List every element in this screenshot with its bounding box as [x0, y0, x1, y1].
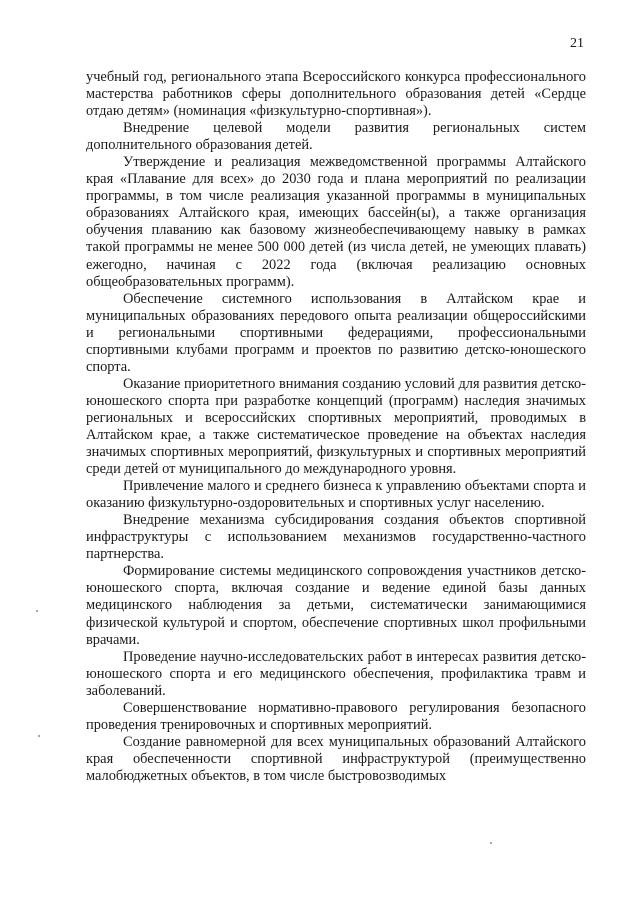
paragraph-business-involvement: Привлечение малого и среднего бизнеса к управлению объектами спорта и оказанию физкультурно-оздоровительных и спортивных услуг населению. — [86, 478, 586, 512]
paragraph-target-model: Внедрение целевой модели развития региональных систем дополнительного образования детей. — [86, 120, 586, 154]
scan-speck — [36, 610, 38, 612]
paragraph-best-practices: Обеспечение системного использования в Алтайском крае и муниципальных образованиях передового опыта реализации общероссийскими и региональными спортивными федерациями, профессиональными спортивными клубами программ и проектов по развитию детско-юношеского спорта. — [86, 290, 586, 375]
paragraph-infrastructure: Создание равномерной для всех муниципальных образований Алтайского края обеспеченности спортивной инфраструктурой (преимущественно малобюджетных объектов, в том числе быстровозводимых — [86, 733, 586, 784]
paragraph-swimming-program: Утверждение и реализация межведомственной программы Алтайского края «Плавание для всех» до 2030 года и плана мероприятий по реализации программы, в том числе реализация указанной программы в муниципальных образованиях Алтайского края, имеющих бассейн(ы), а также организация обучения плаванию как базовому жизнеобеспечивающему навыку в рамках такой программы не менее 500 000 детей (из числа детей, не умеющих плавать) ежегодно, начиная с 2022 года (включая реализацию основных общеобразовательных программ). — [86, 154, 586, 290]
paragraph-subsidies: Внедрение механизма субсидирования создания объектов спортивной инфраструктуры с использованием механизмов государственно-частного партнерства. — [86, 512, 586, 563]
body-text — [86, 69, 586, 785]
scan-speck — [38, 735, 40, 737]
paragraph-research: Проведение научно-исследовательских работ в интересах развития детско-юношеского спорта и его медицинского обеспечения, профилактика травм и заболеваний. — [86, 648, 586, 699]
page-number: 21 — [570, 36, 584, 51]
paragraph-medical-support: Формирование системы медицинского сопровождения участников детско-юношеского спорта, включая создание и ведение единой базы данных медицинского наблюдения за детьми, систематически занимающимися физической культурой и спортом, обеспечение спортивных школ профильными врачами. — [86, 563, 586, 648]
paragraph-regulation: Совершенствование нормативно-правового регулирования безопасного проведения тренировочных и спортивных мероприятий. — [86, 699, 586, 733]
paragraph-priority-attention: Оказание приоритетного внимания созданию условий для развития детско-юношеского спорта при разработке концепций (программ) наследия значимых региональных и всероссийских спортивных мероприятий, проводимых в Алтайском крае, а также систематическое проведение на объектах наследия значимых спортивных мероприятий, физкультурных и спортивных мероприятий среди детей от муниципального до международного уровня. — [86, 375, 586, 478]
paragraph-continuation: учебный год, регионального этапа Всероссийского конкурса профессионального мастерства работников сферы дополнительного образования детей «Сердце отдаю детям» (номинация «физкультурно-спортивная»). — [86, 69, 586, 120]
scan-speck — [490, 842, 492, 844]
